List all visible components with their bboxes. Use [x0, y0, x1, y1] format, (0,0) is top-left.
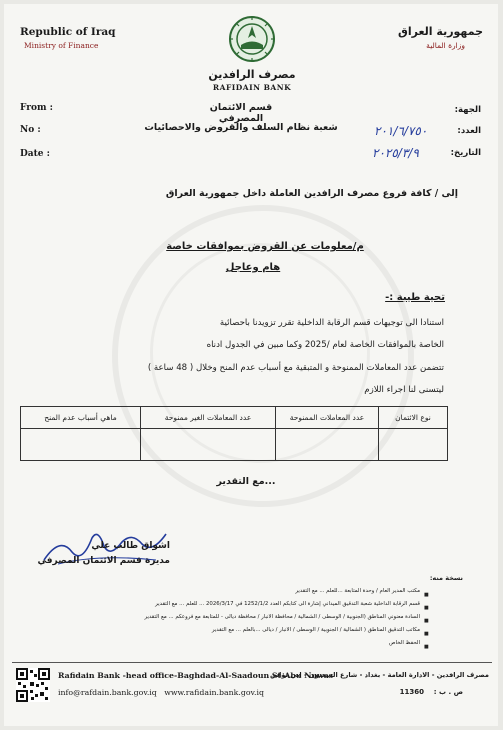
letter-date-handwritten: ٢٠٢٥/٣/٩: [372, 146, 419, 160]
greeting-line: تحية طيبة :-: [385, 292, 445, 303]
body-line-1: استنادا الى توجيهات قسم الرقابة الداخلية تقرر تزويدنا باحصائية: [219, 318, 444, 328]
field-from-en: From :: [20, 103, 53, 113]
recipient-line: إلى / كافة فروع مصرف الرافدين العاملة داخل جمهورية العراق: [165, 188, 458, 199]
signatory-title: مديرة قسم الائتمان المصرفي: [37, 556, 170, 566]
header-ministry-en: Ministry of Finance: [24, 41, 99, 50]
department-name: قسم الائتمان المصرفي: [209, 102, 273, 124]
copies-item: قسم الرقابة الداخلية شعبة التدقيق الميداني إشارة الى كتابكم العدد 1252/1/2 في 2026/3/17 ... للعلم ... مع التقدير: [155, 601, 420, 607]
subject-line: م/معلومات عن القروض بموافقات خاصة: [166, 241, 364, 252]
field-date-en: Date :: [20, 149, 50, 159]
table-cell: [21, 429, 141, 461]
copies-item: مكتب المدير العام / وحدة المتابعة ...للعلم ... مع التقدير: [295, 588, 420, 594]
table-cell: [141, 429, 276, 461]
bank-name-ar: مصرف الرافدين: [208, 68, 296, 81]
table-header-cell: عدد المعاملات الممنوحة: [276, 407, 379, 429]
body-line-2: الخاصة بالموافقات الخاصة لعام /2025 وكما مبين في الجدول ادناه: [206, 340, 444, 350]
body-line-3: تتضمن عدد المعاملات الممنوحة و المتبقية مع أسباب عدم المنح وخلال ( 48 ساعة ): [147, 363, 444, 373]
qr-code-icon: [16, 668, 50, 702]
body-line-4: ليتسنى لنا اجراء اللازم: [364, 385, 444, 395]
copies-item: الحفظ الخاص: [389, 640, 420, 646]
table-header-cell: عدد المعاملات الغير ممنوحة: [141, 407, 276, 429]
closing-line: ...مع التقدير: [216, 476, 276, 487]
header-country-ar: جمهورية العراق: [398, 25, 483, 38]
table-row: [21, 429, 448, 461]
bank-name-en: RAFIDAIN BANK: [212, 83, 292, 92]
rafidain-bank-logo-icon: [227, 14, 277, 64]
copies-item: السادة معنوني المناطق (الجنوبية / الوسطى / الشمالية / محافظة الانبار / محافظة ديالى - للمتابعة مع فروعكم ... مع التقدير: [144, 614, 420, 620]
copies-bullets: ■ ■ ■ ■ ■: [424, 592, 429, 650]
field-no-ar: العدد:: [457, 126, 481, 136]
footer-contact-en: info@rafdain.bank.gov.iq www.rafidain.bank.gov.iq: [58, 688, 264, 697]
table-header-cell: ماهي أسباب عدم المنح: [21, 407, 141, 429]
copies-title: نسخة منه:: [429, 574, 463, 582]
table-cell: [379, 429, 448, 461]
table-header-cell: نوع الائتمان: [379, 407, 448, 429]
header-ministry-ar: وزارة المالية: [426, 41, 465, 50]
division-name: شعبة نظام السلف والقروض والاحصائيات: [144, 122, 338, 133]
field-date-ar: التاريخ:: [450, 148, 481, 158]
field-no-en: No :: [20, 125, 41, 135]
copies-item: مكاتب التدقيق المناطق ( الشمالية / الجنوبية / الوسطى / الانبار / ديالى ...بالعلم ... مع التقدير: [211, 627, 420, 633]
footer-address-en: Rafidain Bank -head office-Baghdad-Al-Saadoun St-Abu Nuwas: [58, 671, 334, 680]
table-cell: [276, 429, 379, 461]
field-from-ar: الجهة:: [454, 105, 481, 115]
letter-number-handwritten: ٢٠١/٦/٧٥٠: [374, 124, 428, 138]
footer-address-ar: مصرف الرافدين - الادارة العامة - بغداد - شارع السعدون - ابي نؤاس: [270, 671, 489, 679]
signatory-name: اشواق طالب علي: [91, 541, 170, 551]
statistics-table: [20, 406, 448, 461]
footer-pobox-ar: ص . ب : 11360: [399, 688, 463, 696]
urgent-label: هام وعاجل: [225, 262, 281, 273]
footer-divider: [12, 662, 492, 663]
header-country-en: Republic of Iraq: [20, 26, 116, 38]
table-header-row: [21, 407, 448, 429]
